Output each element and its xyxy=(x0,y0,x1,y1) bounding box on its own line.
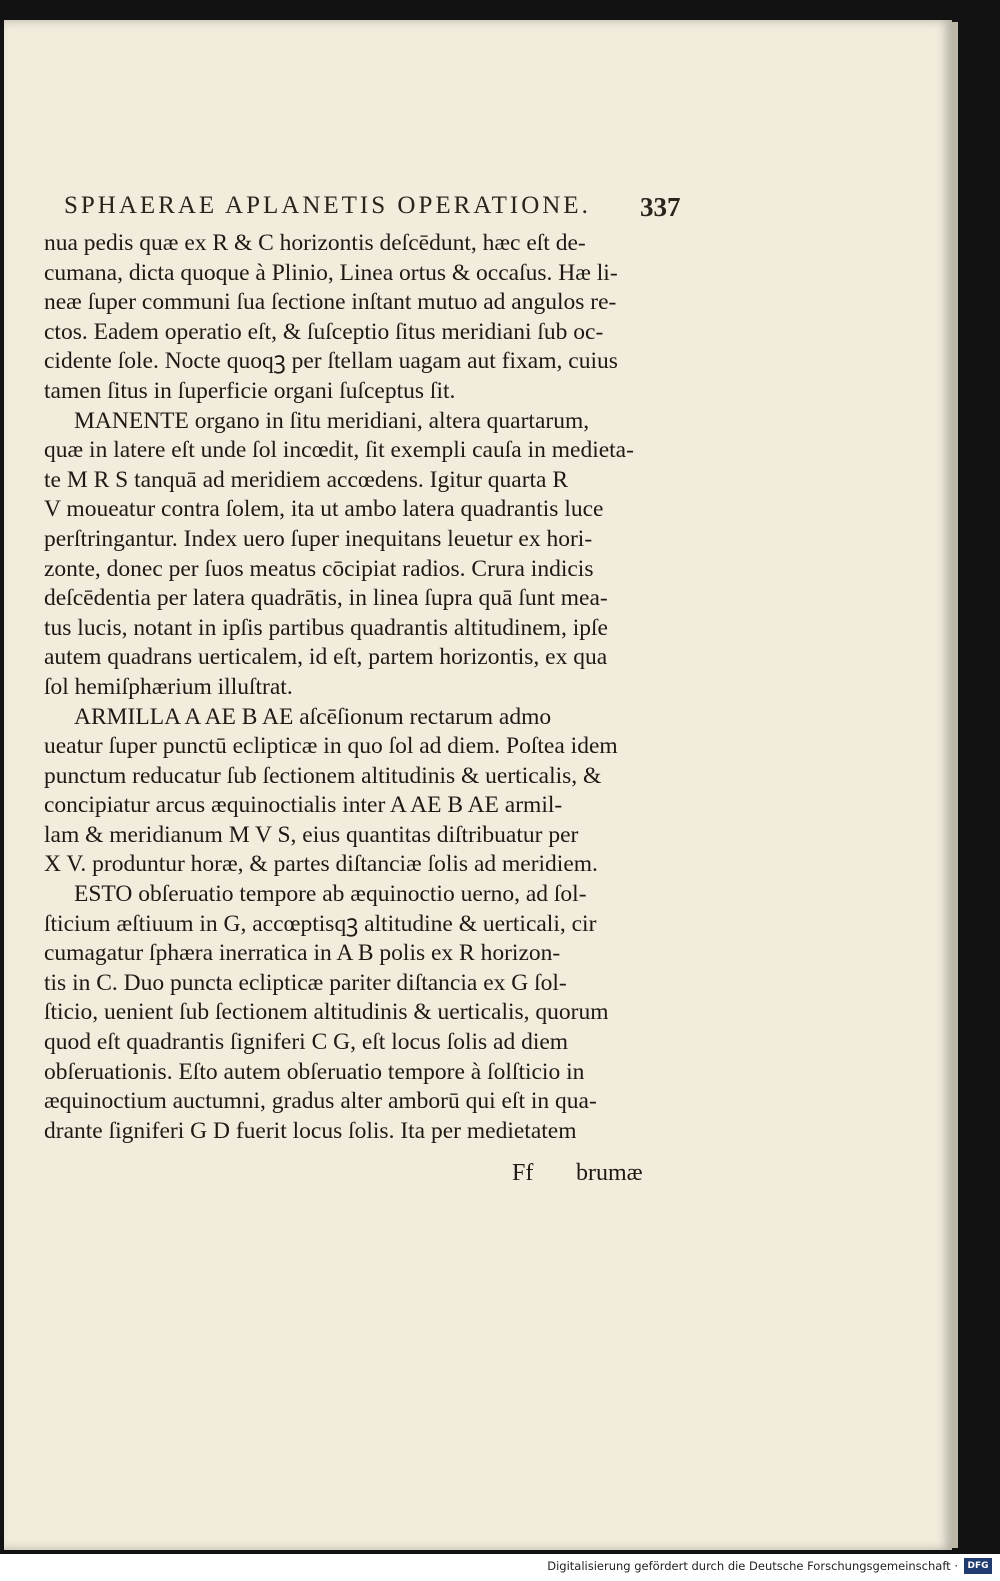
funding-credit: Digitalisierung gefördert durch die Deutsche Forschungsgemeinschaft · xyxy=(547,1559,958,1573)
text-line: ſticio, uenient ſub ſectionem altitudinis & uerticalis, quorum xyxy=(44,999,609,1026)
page-number: 337 xyxy=(640,192,681,222)
text-line: MANENTE organo in ſitu meridiani, altera quartarum, xyxy=(74,407,590,434)
text-line: cumana, dicta quoque à Plinio, Linea ortus & occaſus. Hæ li‑ xyxy=(44,259,618,286)
running-title: SPHAERAE APLANETIS OPERATIONE. xyxy=(64,192,591,219)
text-line: quod eſt quadrantis ſigniferi C G, eſt locus ſolis ad diem xyxy=(44,1029,569,1056)
body-text xyxy=(44,229,656,1146)
text-line: ARMILLA A AE B AE aſcēſionum rectarum admo xyxy=(74,703,552,730)
text-line: obſeruationis. Eſto autem obſeruatio tempore à ſolſticio in xyxy=(44,1058,585,1085)
text-line: perſtringantur. Index uero ſuper inequitans leuetur ex hori‑ xyxy=(44,525,593,552)
text-line: drante ſigniferi G D fuerit locus ſolis. Ita per medietatem xyxy=(44,1117,577,1144)
text-line: tus lucis, notant in ipſis partibus quadrantis altitudinem, ipſe xyxy=(44,614,608,641)
dfg-logo-icon: DFG xyxy=(964,1558,992,1574)
text-line: quæ in latere eſt unde ſol incœdit, ſit exempli cauſa in medieta‑ xyxy=(44,437,634,464)
text-line: lam & meridianum M V S, eius quantitas diſtribuatur per xyxy=(44,821,579,848)
text-line: cumagatur ſphæra inerratica in A B polis ex R horizon‑ xyxy=(44,940,561,967)
catchword: brumæ xyxy=(576,1160,643,1186)
text-line: X V. produntur horæ, & partes diſtanciæ ſolis ad meridiem. xyxy=(44,851,598,878)
text-line: concipiatur arcus æquinoctialis inter A AE B AE armil‑ xyxy=(44,792,563,819)
text-line: tis in C. Duo puncta eclipticæ pariter diſtancia ex G ſol‑ xyxy=(44,969,567,996)
text-line: V moueatur contra ſolem, ita ut ambo latera quadrantis luce xyxy=(44,496,604,523)
signature-mark: Ff xyxy=(512,1160,534,1186)
text-line: ſol hemiſphærium illuſtrat. xyxy=(44,673,293,700)
text-line: nua pedis quæ ex R & C horizontis deſcēdunt, hæc eſt de‑ xyxy=(44,230,586,256)
text-line: ſticium æſtiuum in G, accœptisqꝫ altitudine & uerticali, cir xyxy=(44,910,597,937)
text-line: te M R S tanquā ad meridiem accœdens. Igitur quarta R xyxy=(44,466,569,493)
text-line: zonte, donec per ſuos meatus cōcipiat radios. Crura indicis xyxy=(44,555,594,582)
text-line: ESTO obſeruatio tempore ab æquinoctio uerno, ad ſol‑ xyxy=(74,881,587,908)
text-line: deſcēdentia per latera quadrātis, in linea ſupra quā ſunt mea‑ xyxy=(44,585,608,612)
text-line: æquinoctium auctumni, gradus alter amborū qui eſt in qua‑ xyxy=(44,1088,597,1115)
footer-bar xyxy=(0,1554,1000,1581)
text-line: punctum reducatur ſub ſectionem altitudinis & uerticalis, & xyxy=(44,762,602,789)
page-edge xyxy=(952,22,958,1548)
text-line: tamen ſitus in ſuperficie organi ſuſceptus ſit. xyxy=(44,377,456,404)
text-line: ctos. Eadem operatio eſt, & ſuſceptio ſitus meridiani ſub oc‑ xyxy=(44,318,604,345)
text-line: cidente ſole. Nocte quoqꝫ per ſtellam uagam aut fixam, cuius xyxy=(44,348,618,375)
text-line: neæ ſuper communi ſua ſectione inſtant mutuo ad angulos re‑ xyxy=(44,289,617,316)
text-line: ueatur ſuper punctū eclipticæ in quo ſol ad diem. Poſtea idem xyxy=(44,733,618,760)
text-line: autem quadrans uerticalem, id eſt, partem horizontis, ex qua xyxy=(44,644,608,671)
